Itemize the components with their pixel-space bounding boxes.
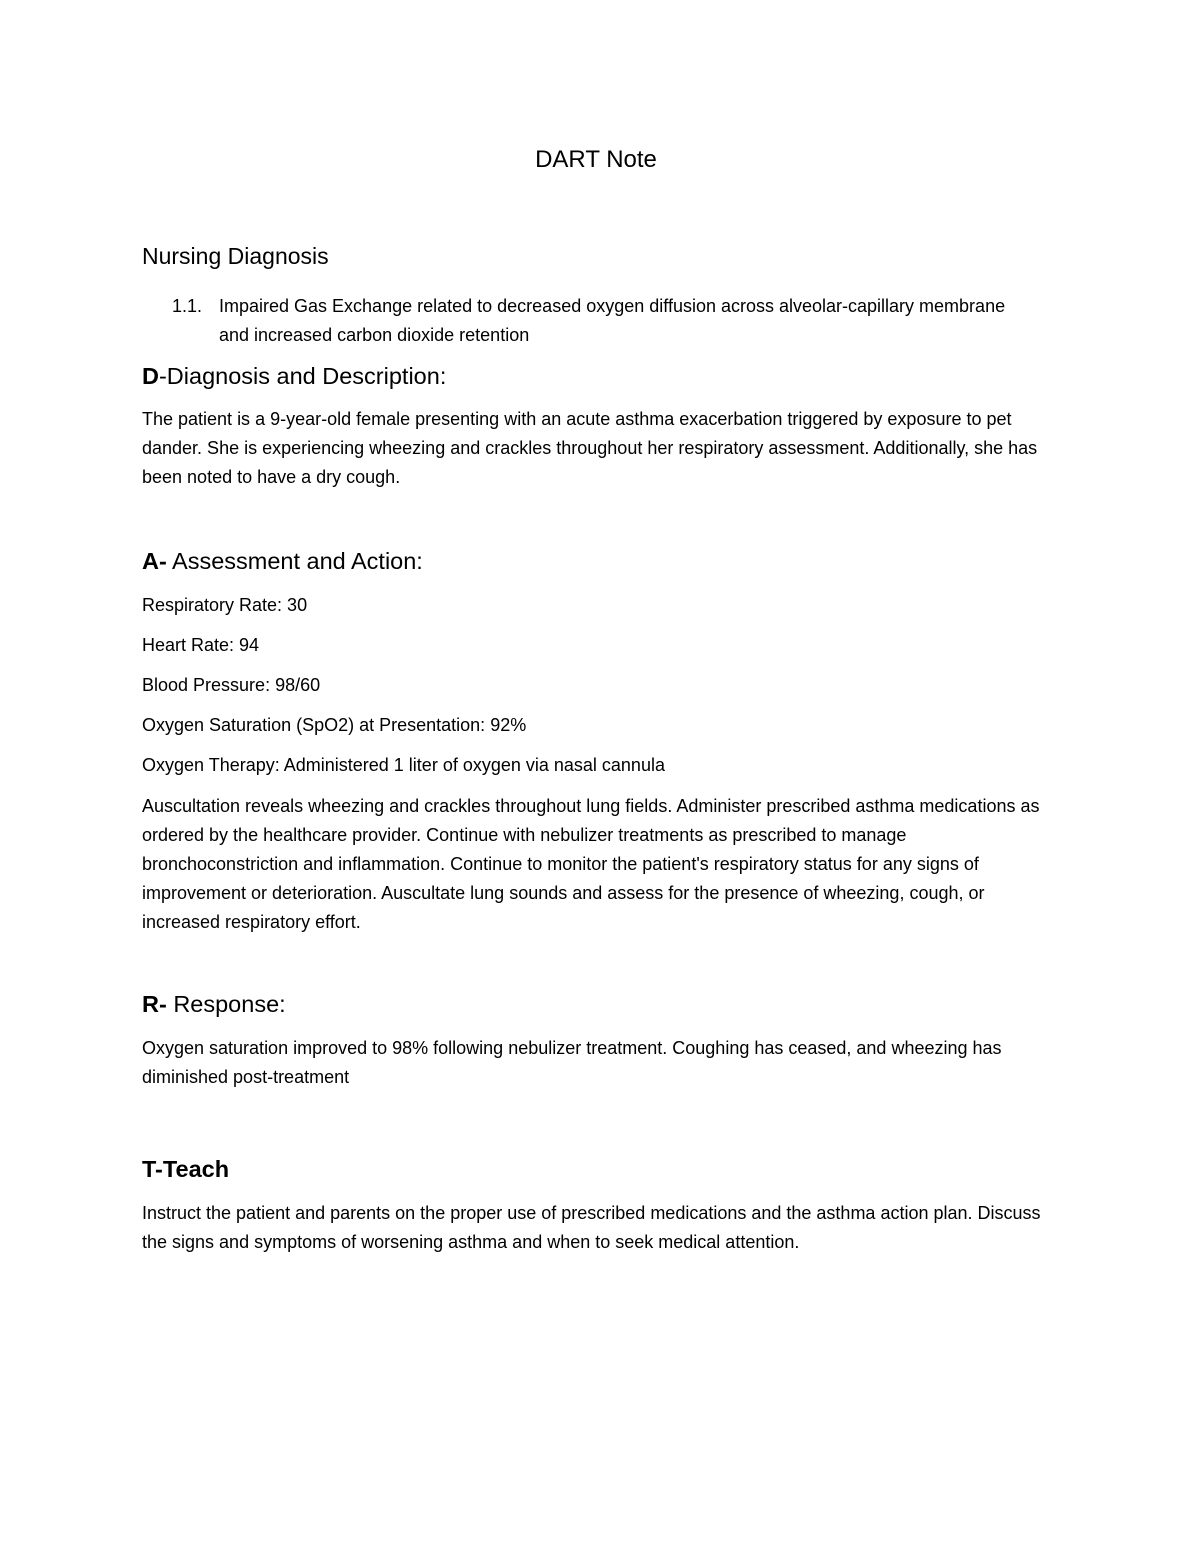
nursing-diagnosis-heading: Nursing Diagnosis [142,243,329,269]
response-heading [142,990,286,1018]
vital-oxygen-saturation: Oxygen Saturation (SpO2) at Presentation: 92% [142,715,527,735]
teach-body: Instruct the patient and parents on the proper use of prescribed medications and the asthma action plan. Discuss the signs and symptoms of worsening asthma and when to seek medical attention. [142,1203,1041,1252]
document-title: DART Note [535,146,657,173]
list-item-text: Impaired Gas Exchange related to decreased oxygen diffusion across alveolar-capillary membrane and increased carbon dioxide retention [219,296,1006,345]
teach-heading: T-Teach [142,1156,230,1182]
assessment-heading-text: Assessment and Action: [166,548,423,574]
vital-respiratory-rate: Respiratory Rate: 30 [142,595,308,615]
response-heading-letter: R- [142,991,167,1017]
diagnosis-heading [142,362,446,390]
list-item-number: 1.1. [172,296,203,316]
vital-oxygen-therapy: Oxygen Therapy: Administered 1 liter of oxygen via nasal cannula [142,755,665,775]
response-heading-text: Response: [166,991,286,1017]
vital-heart-rate: Heart Rate: 94 [142,635,260,655]
assessment-body: Auscultation reveals wheezing and crackles throughout lung fields. Administer prescribed asthma medications as ordered by the healthcare provider. Continue with nebulizer treatments as prescribed to manage bronchoconstriction and inflammation. Continue to monitor the patient's respiratory status for any signs of improvement or deterioration. Auscultate lung sounds and assess for the presence of wheezing, cough, or increased respiratory effort. [142,796,1040,932]
diagnosis-body: The patient is a 9-year-old female presenting with an acute asthma exacerbation triggered by exposure to pet dander. She is experiencing wheezing and crackles throughout her respiratory assessment. Additionally, she has been noted to have a dry cough. [142,409,1038,487]
response-body: Oxygen saturation improved to 98% following nebulizer treatment. Coughing has ceased, and wheezing has diminished post-treatment [142,1038,1002,1087]
vital-blood-pressure: Blood Pressure: 98/60 [142,675,321,695]
assessment-heading [142,547,423,575]
nursing-diagnosis-list-item [172,292,1012,349]
diagnosis-heading-text: -Diagnosis and Description: [158,363,447,389]
assessment-heading-letter: A- [142,548,167,574]
diagnosis-heading-letter: D [142,363,159,389]
